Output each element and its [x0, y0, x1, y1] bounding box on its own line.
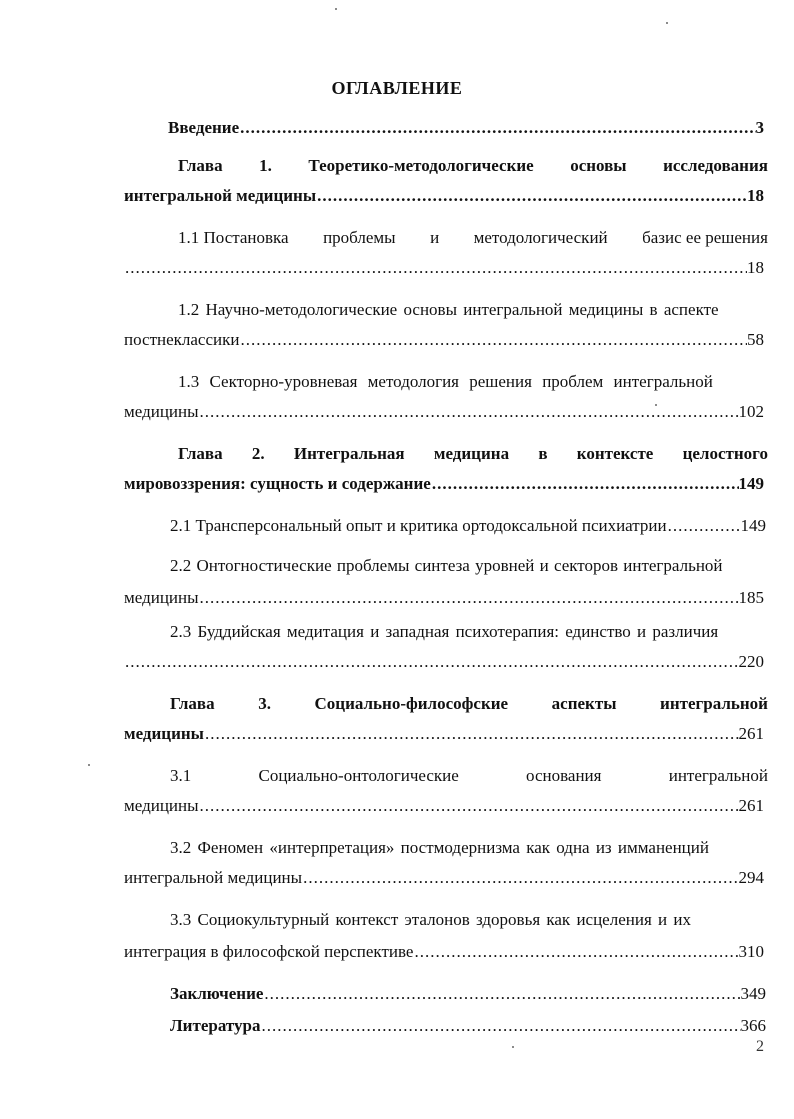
toc-section-1-1-line2[interactable]: [124, 258, 764, 278]
toc-entry-page: 149: [738, 474, 764, 493]
leader-dots: [667, 516, 741, 536]
leader-dots: [431, 474, 739, 494]
word: 1.1 Постановка: [178, 228, 289, 247]
page-title: ОГЛАВЛЕНИЕ: [331, 78, 463, 98]
toc-section-1-1-line1[interactable]: [178, 228, 768, 248]
toc-chapter-2-line2[interactable]: [124, 474, 764, 494]
toc-entry-label: медицины: [124, 724, 204, 743]
leader-dots: [199, 402, 739, 422]
toc-entry-page: 261: [738, 796, 764, 815]
toc-entry-page: 294: [738, 868, 764, 887]
toc-entry-label: 3.2 Феномен «интерпретация» постмодернизма как одна из имманенций: [170, 838, 709, 857]
word: целостного: [682, 444, 768, 463]
word: 2.: [251, 444, 265, 463]
leader-dots: [263, 984, 740, 1004]
leader-dots: [124, 652, 739, 672]
toc-entry-page: 149: [740, 516, 766, 535]
word: 1.: [259, 156, 272, 175]
leader-dots: [124, 258, 747, 278]
word: Глава: [178, 444, 223, 463]
toc-chapter-3-line2[interactable]: [124, 724, 764, 744]
word: контексте: [576, 444, 654, 463]
leader-dots: [316, 186, 747, 206]
toc-entry-page: 3: [755, 118, 764, 137]
toc-entry-label: интегральной медицины: [124, 868, 303, 887]
scan-speck: [666, 22, 668, 24]
word: интегральной: [660, 694, 768, 713]
toc-entry-label: интегральной медицины: [124, 186, 317, 205]
word: 3.1: [170, 766, 192, 785]
toc-entry-page: 366: [740, 1016, 766, 1035]
toc-entry-label: Литература: [170, 1016, 261, 1035]
toc-entry-label: мировоззрения: сущность и содержание: [124, 474, 431, 493]
leader-dots: [302, 868, 738, 888]
word: Интегральная: [293, 444, 405, 463]
word: Глава: [170, 694, 215, 713]
toc-entry-label: Заключение: [170, 984, 264, 1003]
toc-entry-page: 18: [747, 258, 764, 277]
toc-entry-page: 58: [747, 330, 764, 349]
word: Глава: [178, 156, 223, 175]
toc-entry-page: 220: [738, 652, 764, 671]
toc-entry-page: 18: [747, 186, 764, 205]
toc-section-3-1-line1[interactable]: [170, 766, 768, 786]
toc-entry-label: медицины: [124, 402, 199, 421]
word: исследования: [663, 156, 768, 175]
toc-section-1-3-line1[interactable]: [178, 372, 768, 392]
word: методологический: [473, 228, 608, 247]
toc-entry-label: интеграция в философской перспективе: [124, 942, 414, 961]
toc-section-2-2-line1[interactable]: [170, 556, 768, 576]
scan-speck: [88, 764, 90, 766]
leader-dots: [239, 118, 755, 138]
toc-entry-label: Введение: [168, 118, 240, 137]
word: в: [538, 444, 548, 463]
leader-dots: [204, 724, 739, 744]
word: проблемы: [323, 228, 396, 247]
toc-chapter-1-line1[interactable]: [178, 156, 768, 176]
toc-section-1-3-line2[interactable]: [124, 402, 764, 422]
leader-dots: [199, 588, 739, 608]
word: Социально-онтологические: [258, 766, 459, 785]
toc-entry-introduction[interactable]: [168, 118, 764, 138]
toc-entry-label: 1.3 Секторно-уровневая методология решения проблем интегральной: [178, 372, 713, 391]
scan-speck: [655, 404, 657, 406]
toc-section-1-2-line1[interactable]: [178, 300, 768, 320]
word: интегральной: [668, 766, 768, 785]
page-number: 2: [756, 1038, 764, 1055]
toc-section-3-3-line1[interactable]: [170, 910, 768, 930]
word: аспекты: [551, 694, 617, 713]
word: и: [430, 228, 440, 247]
toc-section-2-1[interactable]: [170, 516, 766, 536]
word: Теоретико-методологические: [308, 156, 534, 175]
word: 3.: [258, 694, 271, 713]
toc-chapter-3-line1[interactable]: [170, 694, 768, 714]
leader-dots: [260, 1016, 740, 1036]
leader-dots: [413, 942, 738, 962]
toc-entry-page: 310: [738, 942, 764, 961]
toc-entry-label: 1.2 Научно-методологические основы интегральной медицины в аспекте: [178, 300, 719, 319]
word: базис ее решения: [642, 228, 768, 247]
toc-entry-label: 2.1 Трансперсональный опыт и критика ортодоксальной психиатрии: [170, 516, 667, 535]
toc-entry-page: 185: [738, 588, 764, 607]
toc-entry-page: 261: [738, 724, 764, 743]
toc-section-2-3-line1[interactable]: [170, 622, 768, 642]
scan-speck: [512, 1046, 514, 1048]
toc-entry-label: 2.2 Онтогностические проблемы синтеза уровней и секторов интегральной: [170, 556, 723, 575]
toc-entry-label: 3.3 Социокультурный контекст эталонов здоровья как исцеления и их: [170, 910, 691, 929]
toc-entry-page: 102: [738, 402, 764, 421]
toc-entry-label: 2.3 Буддийская медитация и западная психотерапия: единство и различия: [170, 622, 719, 641]
scan-speck: [335, 8, 337, 10]
toc-entry-label: медицины: [124, 588, 199, 607]
word: основания: [526, 766, 602, 785]
toc-section-2-2-line2[interactable]: [124, 588, 764, 608]
leader-dots: [239, 330, 747, 350]
toc-section-3-2-line2[interactable]: [124, 868, 764, 888]
toc-chapter-1-line2[interactable]: [124, 186, 764, 206]
leader-dots: [199, 796, 739, 816]
word: основы: [570, 156, 627, 175]
toc-section-3-2-line1[interactable]: [170, 838, 768, 858]
toc-section-3-3-line2[interactable]: [124, 942, 764, 962]
word: медицина: [433, 444, 510, 463]
toc-section-3-1-line2[interactable]: [124, 796, 764, 816]
word: Социально-философские: [314, 694, 509, 713]
toc-entry-label: медицины: [124, 796, 199, 815]
toc-section-2-3-line2[interactable]: [124, 652, 764, 672]
toc-entry-conclusion[interactable]: [170, 984, 766, 1004]
toc-entry-label: постнеклассики: [124, 330, 240, 349]
toc-chapter-2-line1[interactable]: [178, 444, 768, 464]
toc-entry-literature[interactable]: [170, 1016, 766, 1036]
toc-section-1-2-line2[interactable]: [124, 330, 764, 350]
toc-entry-page: 349: [740, 984, 766, 1003]
